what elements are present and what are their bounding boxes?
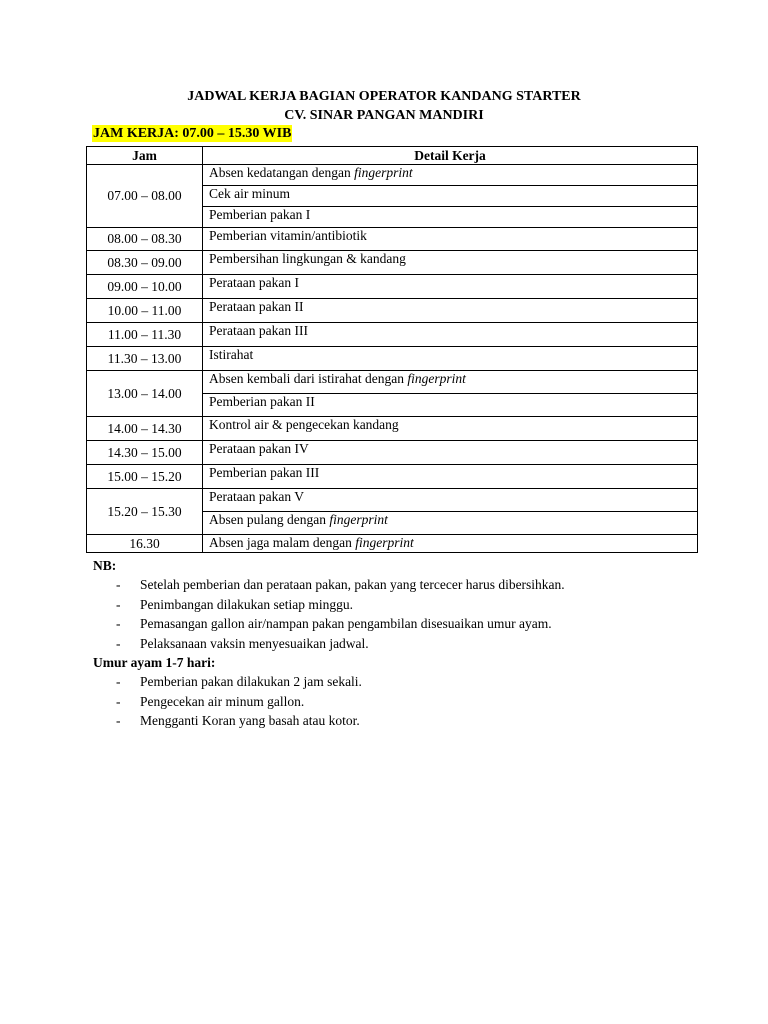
task-cell: Absen kedatangan dengan fingerprint xyxy=(203,165,698,186)
table-row xyxy=(87,371,698,394)
table-row xyxy=(87,228,698,251)
task-cell: Perataan pakan I xyxy=(203,275,698,299)
task-cell: Pemberian pakan II xyxy=(203,394,698,417)
time-cell: 15.20 – 15.30 xyxy=(87,489,203,535)
list-item: - Mengganti Koran yang basah atau kotor. xyxy=(93,711,565,731)
column-header-jam: Jam xyxy=(87,147,203,165)
task-cell: Pemberian vitamin/antibiotik xyxy=(203,228,698,251)
task-cell: Istirahat xyxy=(203,347,698,371)
table-row xyxy=(87,347,698,371)
time-cell: 13.00 – 14.00 xyxy=(87,371,203,417)
task-cell: Perataan pakan IV xyxy=(203,441,698,465)
document-title: JADWAL KERJA BAGIAN OPERATOR KANDANG STARTER xyxy=(187,89,581,104)
schedule-table xyxy=(86,146,698,553)
table-row xyxy=(87,441,698,465)
table-row xyxy=(87,299,698,323)
time-cell: 16.30 xyxy=(87,535,203,553)
table-row xyxy=(87,165,698,186)
list-item: - Penimbangan dilakukan setiap minggu. xyxy=(93,595,565,615)
table-header-row xyxy=(87,147,698,165)
time-cell: 11.30 – 13.00 xyxy=(87,347,203,371)
task-cell: Pemberian pakan III xyxy=(203,465,698,489)
task-cell: Absen pulang dengan fingerprint xyxy=(203,512,698,535)
task-cell: Kontrol air & pengecekan kandang xyxy=(203,417,698,441)
list-item: - Pemasangan gallon air/nampan pakan pengambilan disesuaikan umur ayam. xyxy=(93,614,565,634)
notes-section xyxy=(93,556,565,731)
task-cell: Perataan pakan III xyxy=(203,323,698,347)
table-row xyxy=(87,417,698,441)
table-row xyxy=(87,275,698,299)
time-cell: 07.00 – 08.00 xyxy=(87,165,203,228)
task-cell: Pemberian pakan I xyxy=(203,207,698,228)
table-row xyxy=(87,489,698,512)
time-cell: 10.00 – 11.00 xyxy=(87,299,203,323)
time-cell: 08.00 – 08.30 xyxy=(87,228,203,251)
column-header-detail-kerja: Detail Kerja xyxy=(203,147,698,165)
bullet-dash: - xyxy=(116,577,121,592)
umur-heading: Umur ayam 1-7 hari: xyxy=(93,655,216,670)
time-cell: 14.00 – 14.30 xyxy=(87,417,203,441)
bullet-dash: - xyxy=(116,674,121,689)
bullet-dash: - xyxy=(116,616,121,631)
task-cell: Perataan pakan V xyxy=(203,489,698,512)
bullet-dash: - xyxy=(116,693,121,709)
list-item: - Pengecekan air minum gallon. xyxy=(93,692,565,712)
time-cell: 14.30 – 15.00 xyxy=(87,441,203,465)
list-item: - Pelaksanaan vaksin menyesuaikan jadwal. xyxy=(93,634,565,654)
list-item: - Pemberian pakan dilakukan 2 jam sekali. xyxy=(93,672,565,692)
time-cell: 09.00 – 10.00 xyxy=(87,275,203,299)
bullet-dash: - xyxy=(116,596,121,612)
task-cell: Cek air minum xyxy=(203,186,698,207)
bullet-dash: - xyxy=(116,713,121,728)
list-item: - Setelah pemberian dan perataan pakan, pakan yang tercecer harus dibersihkan. xyxy=(93,575,565,595)
table-row xyxy=(87,323,698,347)
time-cell: 15.00 – 15.20 xyxy=(87,465,203,489)
time-cell: 11.00 – 11.30 xyxy=(87,323,203,347)
working-hours-highlight: JAM KERJA: 07.00 – 15.30 WIB xyxy=(93,126,292,141)
bullet-dash: - xyxy=(116,635,121,651)
task-cell: Perataan pakan II xyxy=(203,299,698,323)
time-cell: 08.30 – 09.00 xyxy=(87,251,203,275)
company-name: CV. SINAR PANGAN MANDIRI xyxy=(284,108,484,123)
nb-heading: NB: xyxy=(93,558,117,573)
task-cell: Absen jaga malam dengan fingerprint xyxy=(203,535,698,553)
table-row xyxy=(87,535,698,553)
table-row xyxy=(87,465,698,489)
task-cell: Pembersihan lingkungan & kandang xyxy=(203,251,698,275)
task-cell: Absen kembali dari istirahat dengan fingerprint xyxy=(203,371,698,394)
table-row xyxy=(87,251,698,275)
